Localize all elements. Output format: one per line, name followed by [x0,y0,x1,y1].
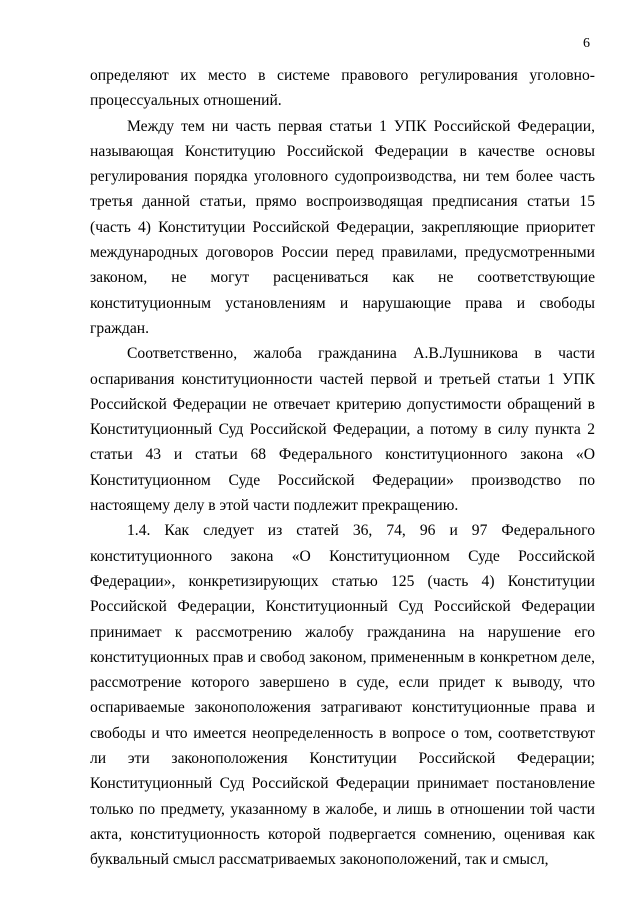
paragraph: Соответственно, жалоба гражданина А.В.Лушникова в части оспаривания конституционности частей первой и третьей статьи 1 УПК Российской Федерации не отвечает критерию допустимости обращений в Конституционный Суд Российской Федерации, а потому в силу пункта 2 статьи 43 и статьи 68 Федерального конституционного закона «О Конституционном Суде Российской Федерации» производство по настоящему делу в этой части подлежит прекращению. [90,345,595,515]
page-number: 6 [583,36,590,51]
document-body [90,63,595,873]
paragraph: Между тем ни часть первая статьи 1 УПК Российской Федерации, называющая Конституцию Российской Федерации в качестве основы регулирования порядка уголовного судопроизводства, ни тем более часть третья данной статьи, прямо воспроизводящая предписания статьи 15 (часть 4) Конституции Российской Федерации, закрепляющие приоритет международных договоров России перед правилами, предусмотренными законом, не могут расцениваться как не соответствующие конституционным установлениям и нарушающие права и свободы граждан. [90,117,595,337]
paragraph-continuation: определяют их место в системе правового регулирования уголовно-процессуальных отношений. [90,67,595,110]
paragraph-section-1-4: 1.4. Как следует из статей 36, 74, 96 и 97 Федерального конституционного закона «О Конституционном Суде Российской Федерации», конкретизирующих статью 125 (часть 4) Конституции Российской Федерации, Конституционный Суд Российской Федерации принимает к рассмотрению жалобу гражданина на нарушение его конституционных прав и свобод законом, примененным в конкретном деле, рассмотрение которого завершено в суде, если придет к выводу, что оспариваемые законоположения затрагивают конституционные права и свободы и что имеется неопределенность в вопросе о том, соответствуют ли эти законоположения Конституции Российской Федерации; Конституционный Суд Российской Федерации принимает постановление только по предмету, указанному в жалобе, и лишь в отношении той части акта, конституционность которой подвергается сомнению, оценивая как буквальный смысл рассматриваемых законоположений, так и смысл, [90,522,595,869]
